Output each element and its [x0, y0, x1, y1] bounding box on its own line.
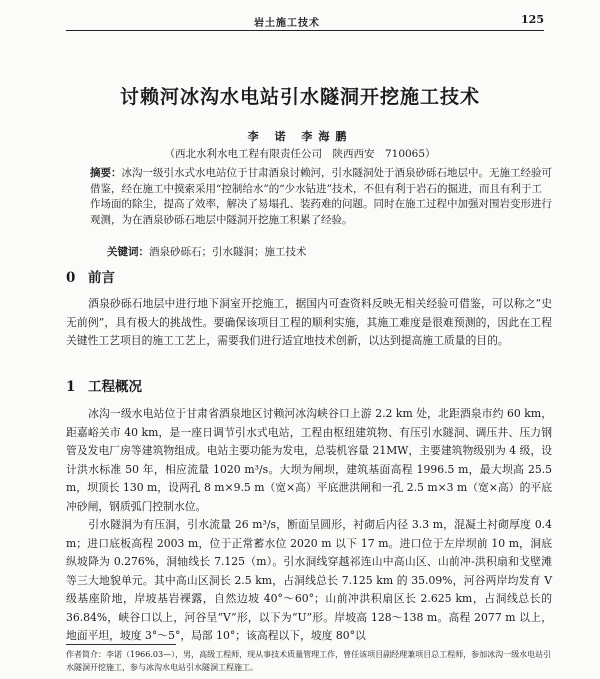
- abstract-text: 冰沟一级引水式水电站位于甘肃酒泉讨赖河，引水隧洞处于酒泉砂砾石地层中。无施工经验可借鉴，经在施工中摸索采用“控制给水”的“少水钻进”技术，不但有利于岩石的掘进，而且有利于工作场面的除尘，提高了效率，解决了易塌孔、装药难的问题。同时在施工过程中加强对围岩变形进行观测，为在酒泉砂砾石地层中隧洞开挖施工积累了经验。: [90, 167, 552, 226]
- paragraph-text: 冰沟一级水电站位于甘肃省酒泉地区讨赖河冰沟峡谷口上游 2.2 km 处，北距酒泉市约 60 km，距嘉峪关市 40 km，是一座日调节引水式电站，工程由枢纽建筑物、有压引水隧洞、调压井、压力钢管及发电厂房等建筑物组成。电站主要功能为发电，总装机容量 21MW，主要建筑物级别为 4 级，设计洪水标准 50 年，相应流量 1020 m³/s。大坝为闸坝，建筑基面高程 1996.5 m，最大坝高 25.5 m，坝顶长 130 m，设两孔 8 m×9.5 m（宽×高）平底泄洪闸和一孔 2.5 m×3 m（宽×高）的平底冲砂闸，钢质弧门控制水位。: [66, 407, 552, 513]
- article-authors: 李 诺 李海鹏: [247, 130, 353, 143]
- keywords-text: 酒泉砂砾石；引水隧洞；施工技术: [149, 246, 307, 258]
- section-number: 1: [66, 379, 76, 395]
- section-number: 0: [66, 270, 76, 286]
- paragraph-overview-1: [66, 405, 552, 516]
- paragraph-overview-2: [66, 516, 552, 646]
- running-title: 岩土施工技术: [254, 18, 320, 29]
- page-number: 125: [521, 13, 544, 26]
- section-heading-overview: [66, 375, 142, 395]
- section-heading-intro: [66, 266, 115, 286]
- abstract: [90, 166, 552, 228]
- paragraph-intro: [66, 295, 552, 351]
- author-footnote: 作者简介：李诺（1966.03—），男，高级工程师，现从事技术质量管理工作，曾任该项目副经理兼项目总工程师，参加冰沟一级水电站引水隧洞开挖施工，参与冰沟水电站引水隧洞工程施工。: [66, 650, 552, 672]
- section-title: 前言: [88, 270, 115, 286]
- paragraph-text: 酒泉砂砾石地层中进行地下洞室开挖施工，据国内可查资料反映无相关经验可借鉴，可以称之“史无前例”，具有极大的挑战性。要确保该项目工程的顺利实施，其施工难度是很难预测的，因此在工程关键性工艺项目的施工工艺上，需要我们进行适宜地技术创新，以达到提高施工质量的目的。: [66, 297, 552, 347]
- abstract-label: 摘要：: [90, 167, 122, 179]
- keywords: [107, 244, 552, 260]
- footnote-rule: [66, 644, 176, 645]
- article-title: 讨赖河冰沟水电站引水隧洞开挖施工技术: [119, 86, 480, 108]
- paragraph-text: 引水隧洞为有压洞，引水流量 26 m³/s，断面呈圆形，衬砌后内径 3.3 m，混凝土衬砌厚度 0.4 m；进口底板高程 2003 m，位于正常蓄水位 2020 m 以下 17 m。进口位于左岸坝前 10 m，洞底纵坡降为 0.276%，洞轴线长 7.125（m）。引水洞线穿越祁连山中高山区、山前冲-洪积扇和戈壁滩等三大地貌单元。其中高山区洞长 2.5 km，占洞线总长 7.125 km 的 35.09%，河谷两岸均发育 V 级基座阶地，岸坡基岩裸露，自然边坡 40°～60°；山前冲洪积扇区长 2.625 km，占洞线总长的 36.84%，峡谷口以上，河谷呈“V”形，以下为“U”形。岸坡高 128～138 m。高程 2077 m 以上，地面平坦，坡度 3°～5°，局部 10°；该高程以下，坡度 80°以: [66, 518, 552, 642]
- keywords-label: 关键词：: [107, 246, 149, 258]
- article-affiliation: （西北水利水电工程有限责任公司 陕西西安 710065）: [164, 148, 436, 160]
- page-header: [66, 12, 544, 31]
- section-title: 工程概况: [88, 379, 142, 395]
